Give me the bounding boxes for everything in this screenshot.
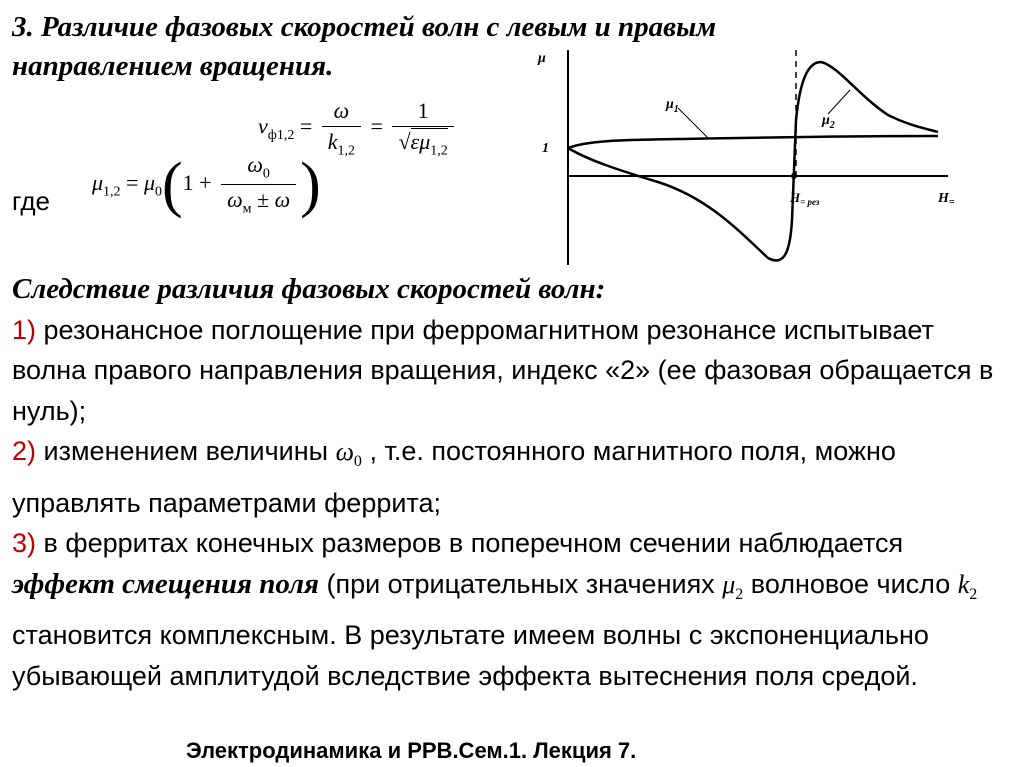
one-tick-label: 1 [542, 141, 549, 156]
footer-course-label: Электродинамика и РРВ.Сем.1. Лекция 7. [186, 738, 637, 763]
item-3-bold: эффект смещения поля [12, 567, 319, 600]
close-paren: ) [300, 150, 321, 219]
mu2-leader [828, 90, 850, 114]
item-3-mid1: (при отрицательных значениях [326, 568, 715, 599]
mu-axis-label: μ [538, 51, 546, 66]
mu2-curve [568, 62, 938, 260]
item-2-post: , т.е. постоянного магнитного поля, можно управлять параметрами феррита; [12, 436, 896, 518]
item-2-number: 2) [12, 436, 37, 466]
mu1-leader [678, 108, 708, 138]
item-3 [12, 523, 1012, 696]
v-subscript: ф1,2 [267, 128, 295, 144]
equals-sign-3: = [126, 169, 139, 195]
k2-symbol: $k_2$ [957, 569, 978, 603]
one-numerator: 1 [417, 98, 429, 123]
item-2-pre: изменением величины [43, 436, 329, 466]
item-3-mid2: волновое число [750, 568, 951, 599]
hres-label: $H_{= рез}$ [790, 190, 820, 207]
slide-title: 3. Различие фазовых скоростей волн с левым и правым направлением вращения. [12, 11, 717, 82]
item-3-number: 3) [12, 528, 37, 559]
mu2-label: $\mu_2$ [822, 113, 835, 131]
resonance-point [791, 173, 797, 179]
mu-symbol: μ [92, 169, 104, 195]
mu1-curve [568, 136, 938, 148]
mu1-label: $\mu_1$ [666, 97, 679, 115]
permeability-formula: $\mu_{1,2} = \mu_0(1$ + $\frac{\omega_0}{\omega_м \pm \omega}$ ) [92, 150, 321, 219]
equals-sign: = [299, 113, 313, 139]
item-3-post: становится комплексным. В результате имеем волны с экспоненциально убывающей амплитудой вследствие эффекта вытеснения поля средой. [12, 620, 929, 691]
one-over-sqrt-fraction [392, 98, 453, 159]
item-3-pre: в ферритах конечных размеров в поперечном сечении наблюдается [43, 528, 904, 559]
phase-velocity-formula [258, 98, 458, 159]
gde-label: где [12, 186, 50, 216]
mu0-symbol: μ [143, 169, 156, 195]
item-2 [12, 431, 1012, 523]
item-1-text: резонансное поглощение при ферромагнитном резонансе испытывает волна правого направления вращения, индекс «2» (ее фазовая обращается в нуль); [12, 314, 994, 426]
omega-over-k-fraction [322, 98, 361, 159]
mu2-symbol: $\mu_2$ [722, 569, 744, 603]
omega0-symbol: $\omega_0$ [335, 437, 362, 471]
omega-numerator: ω [333, 98, 350, 123]
consequence-heading: Следствие различия фазовых скоростей волн: [12, 273, 606, 305]
item-1-number: 1) [12, 314, 37, 345]
omegam-denominator: $\omega_м \pm \omega$ [221, 184, 296, 217]
omega0-numerator: $\omega_0$ [247, 152, 270, 182]
sqrt-denominator: $√\varepsilon\mu_{1,2}$ [392, 126, 453, 159]
v-symbol: v [258, 113, 268, 139]
item-1 [12, 310, 1012, 432]
one-plus: 1 + [182, 169, 212, 195]
h-axis-label: $H_=$ [938, 191, 955, 208]
consequence-block [12, 269, 1012, 696]
k-denominator: $k_{1,2}$ [322, 126, 361, 159]
open-paren: ( [162, 150, 183, 219]
equals-sign-2: = [370, 113, 383, 139]
permeability-chart [528, 40, 968, 275]
omega0-fraction [221, 152, 296, 218]
